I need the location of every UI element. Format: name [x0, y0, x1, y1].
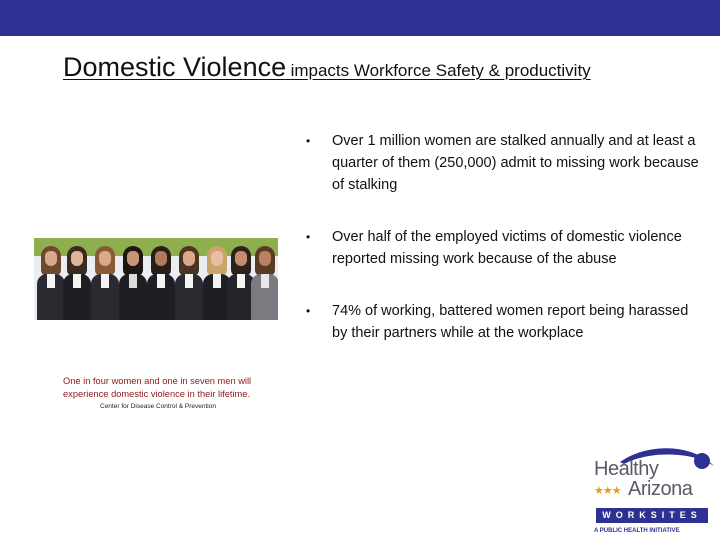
bullet-text: Over 1 million women are stalked annually and at least a quarter of them (250,000) admit to missing work because of stalking [332, 133, 699, 193]
healthy-arizona-worksites-logo [590, 444, 716, 538]
logo-arizona-text: Arizona [628, 478, 693, 500]
bullet-marker: • [306, 304, 311, 318]
header-bar [0, 0, 720, 36]
bullet-item [306, 226, 706, 270]
bullet-text: 74% of working, battered women report being harassed by their partners while at the workplace [332, 303, 689, 341]
bullet-item [306, 300, 706, 344]
bullet-list [306, 130, 706, 344]
bullet-text: Over half of the employed victims of domestic violence reported missing work because of the abuse [332, 229, 682, 267]
slide-title [63, 52, 703, 83]
logo-healthy-text: Healthy [594, 458, 659, 480]
statistic-caption: One in four women and one in seven men will experience domestic violence in their lifetime. [63, 376, 252, 399]
bullet-marker: • [306, 230, 311, 244]
title-sub: impacts Workforce Safety & productivity [290, 61, 591, 80]
logo-worksites-bar: WORKSITES [596, 508, 708, 523]
women-group-photo [34, 238, 278, 320]
caption-source: Center for Disease Control & Prevention [100, 403, 216, 410]
title-main: Domestic Violence [63, 52, 287, 82]
bullet-item [306, 130, 706, 196]
logo-tagline: A PUBLIC HEALTH INITIATIVE [594, 528, 680, 534]
bullet-marker: • [306, 134, 311, 148]
stars-icon: ★★★ [594, 485, 621, 497]
